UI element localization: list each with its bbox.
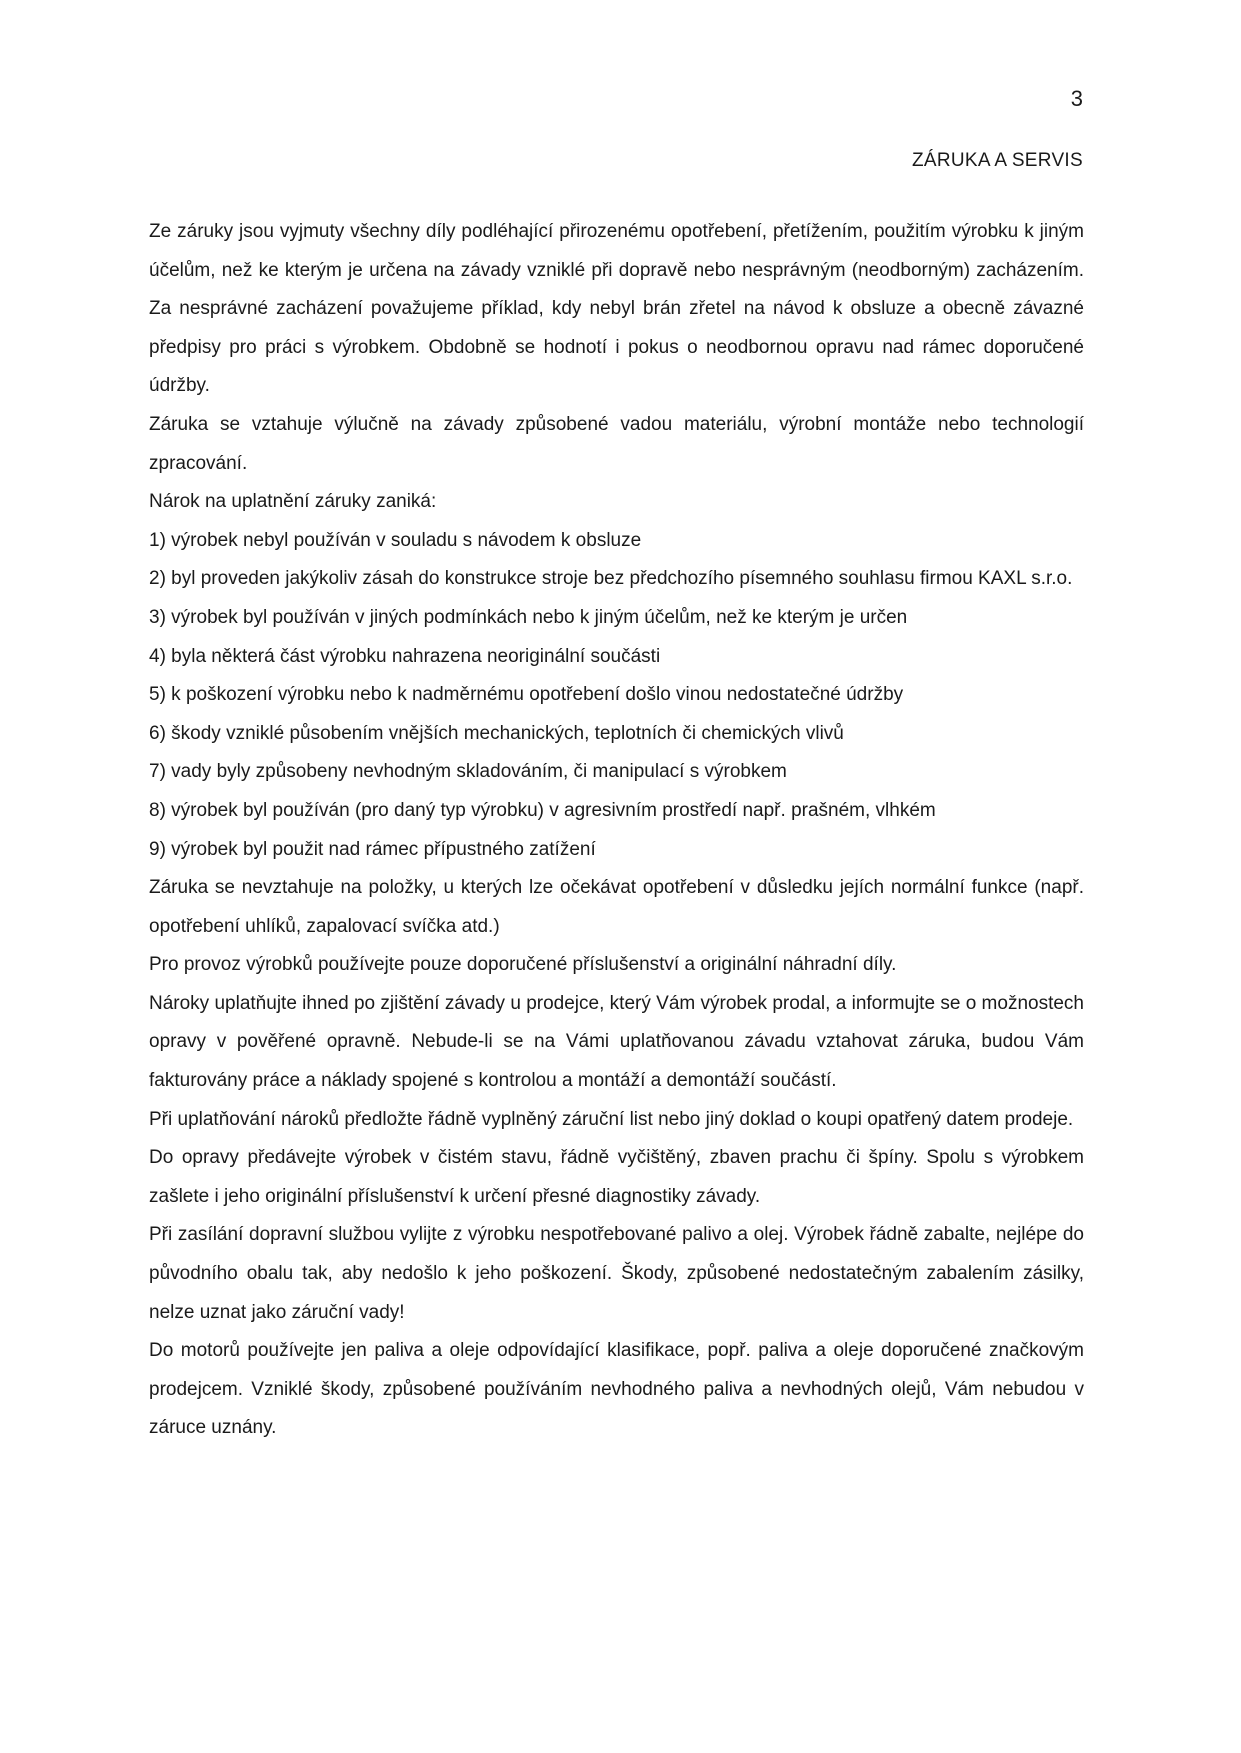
list-item-9: 9) výrobek byl použit nad rámec přípustného zatížení (149, 838, 596, 860)
paragraph-cleaning: Do opravy předávejte výrobek v čistém stavu, řádně vyčištěný, zbaven prachu či špíny. Spolu s výrobkem zašlete i jeho originální příslušenství k určení přesné diagnostiky závady. (149, 1147, 1084, 1207)
list-item-7: 7) vady byly způsobeny nevhodným skladováním, či manipulací s výrobkem (149, 761, 787, 783)
paragraph-accessories: Pro provoz výrobků používejte pouze doporučené příslušenství a originální náhradní díly. (149, 954, 897, 976)
list-item-2: 2) byl proveden jakýkoliv zásah do konstrukce stroje bez předchozího písemného souhlasu firmou KAXL s.r.o. (149, 568, 1073, 590)
paragraph-fuel: Do motorů používejte jen paliva a oleje odpovídající klasifikace, popř. paliva a oleje doporučené značkovým prodejcem. Vzniklé škody, způsobené používáním nevhodného paliva a nevhodných olejů, Vám nebudou v záruce uznány. (149, 1340, 1084, 1439)
list-item-6: 6) škody vzniklé působením vnějších mechanických, teplotních či chemických vlivů (149, 722, 844, 744)
list-item-4: 4) byla některá část výrobku nahrazena neoriginální součásti (149, 645, 661, 667)
paragraph-claims: Nároky uplatňujte ihned po zjištění závady u prodejce, který Vám výrobek prodal, a informujte se o možnostech opravy v pověřené opravně. Nebude-li se na Vámi uplatňovanou závadu vztahovat záruka, budou Vám fakturovány práce a náklady spojené s kontrolou a montáží a demontáží součástí. (149, 992, 1084, 1092)
page-number: 3 (1070, 86, 1083, 111)
list-item-8: 8) výrobek byl používán (pro daný typ výrobku) v agresivním prostředí např. prašném, vlhkém (149, 799, 936, 821)
paragraph-documents: Při uplatňování nároků předložte řádně vyplněný záruční list nebo jiný doklad o koupi opatřený datem prodeje. (149, 1108, 1074, 1130)
paragraph-shipping: Při zasílání dopravní službou vylijte z výrobku nespotřebované palivo a olej. Výrobek řádně zabalte, nejlépe do původního obalu tak, aby nedošlo k jeho poškození. Škody, způsobené nedostatečným zabalením zásilky, nelze uznat jako záruční vady! (149, 1224, 1084, 1323)
document-body (149, 213, 1084, 1448)
paragraph-scope: Záruka se vztahuje výlučně na závady způsobené vadou materiálu, výrobní montáže nebo technologií zpracování. (149, 413, 1084, 474)
list-item-3: 3) výrobek byl používán v jiných podmínkách nebo k jiným účelům, než ke kterým je určen (149, 606, 908, 628)
paragraph-claim-void-heading: Nárok na uplatnění záruky zaniká: (149, 491, 437, 513)
paragraph-exclusions: Ze záruky jsou vyjmuty všechny díly podléhající přirozenému opotřebení, přetížením, použitím výrobku k jiným účelům, než ke kterým je určena na závady vzniklé při dopravě nebo nesprávným (neodborným) zacházením. Za nesprávné zacházení považujeme příklad, kdy nebyl brán zřetel na návod k obsluze a obecně závazné předpisy pro práci s výrobkem. Obdobně se hodnotí i pokus o neodbornou opravu nad rámec doporučené údržby. (149, 221, 1084, 397)
list-item-1: 1) výrobek nebyl používán v souladu s návodem k obsluze (149, 529, 642, 551)
list-item-5: 5) k poškození výrobku nebo k nadměrnému opotřebení došlo vinou nedostatečné údržby (149, 684, 904, 706)
section-title: ZÁRUKA A SERVIS (911, 150, 1083, 171)
paragraph-wear-items: Záruka se nevztahuje na položky, u kterých lze očekávat opotřebení v důsledku jejích normální funkce (např. opotřebení uhlíků, zapalovací svíčka atd.) (149, 877, 1084, 937)
